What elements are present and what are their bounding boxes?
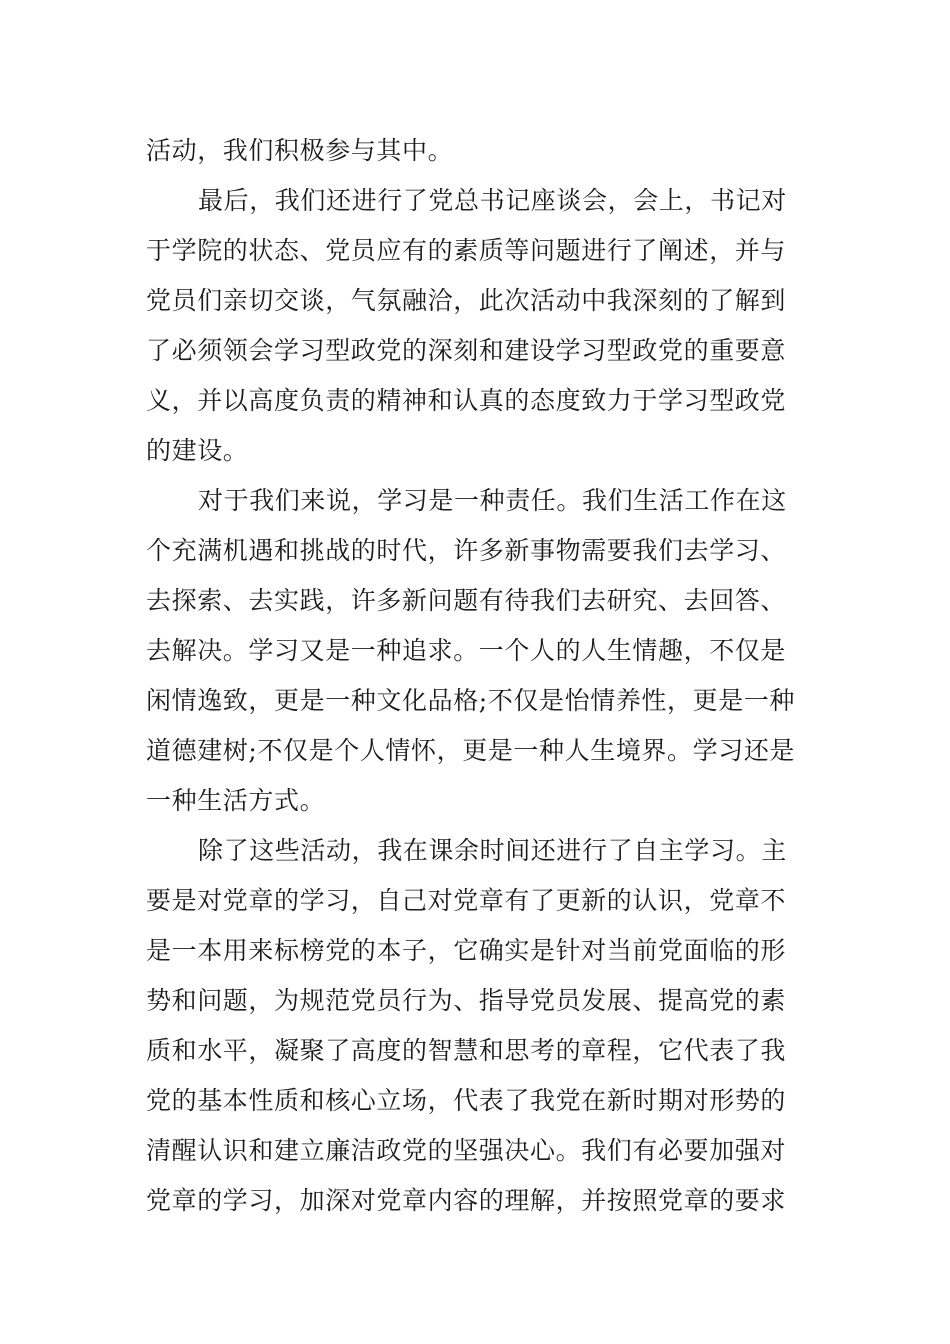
text-line: 对于我们来说，学习是一种责任。我们生活工作在这 <box>198 486 787 515</box>
text-line: 个充满机遇和挑战的时代，许多新事物需要我们去学习、 <box>146 536 787 565</box>
text-line: 清醒认识和建立廉洁政党的坚强决心。我们有必要加强对 <box>146 1136 787 1165</box>
text-line: 党员们亲切交谈，气氛融洽，此次活动中我深刻的了解到 <box>146 286 787 315</box>
text-line: 了必须领会学习型政党的深刻和建设学习型政党的重要意 <box>146 336 787 365</box>
text-line: 活动，我们积极参与其中。 <box>146 136 454 165</box>
text-line: 去探索、去实践，许多新问题有待我们去研究、去回答、 <box>146 586 787 615</box>
text-line: 闲情逸致，更是一种文化品格;不仅是怡情养性，更是一种 <box>146 686 796 715</box>
text-line: 党的基本性质和核心立场，代表了我党在新时期对形势的 <box>146 1086 787 1115</box>
body-text <box>146 126 806 1226</box>
text-line: 除了这些活动，我在课余时间还进行了自主学习。主 <box>198 836 787 865</box>
text-line: 道德建树;不仅是个人情怀，更是一种人生境界。学习还是 <box>146 736 796 765</box>
text-line: 势和问题，为规范党员行为、指导党员发展、提高党的素 <box>146 986 787 1015</box>
text-line: 是一本用来标榜党的本子，它确实是针对当前党面临的形 <box>146 936 787 965</box>
text-line: 去解决。学习又是一种追求。一个人的人生情趣，不仅是 <box>146 636 787 665</box>
text-line: 一种生活方式。 <box>146 786 326 815</box>
text-line: 质和水平，凝聚了高度的智慧和思考的章程，它代表了我 <box>146 1036 787 1065</box>
text-line: 的建设。 <box>146 436 249 465</box>
text-line: 最后，我们还进行了党总书记座谈会，会上，书记对 <box>198 186 787 215</box>
text-line: 党章的学习，加深对党章内容的理解，并按照党章的要求 <box>146 1186 787 1215</box>
text-line: 要是对党章的学习，自己对党章有了更新的认识，党章不 <box>146 886 787 915</box>
text-line: 义，并以高度负责的精神和认真的态度致力于学习型政党 <box>146 386 787 415</box>
text-line: 于学院的状态、党员应有的素质等问题进行了阐述，并与 <box>146 236 787 265</box>
